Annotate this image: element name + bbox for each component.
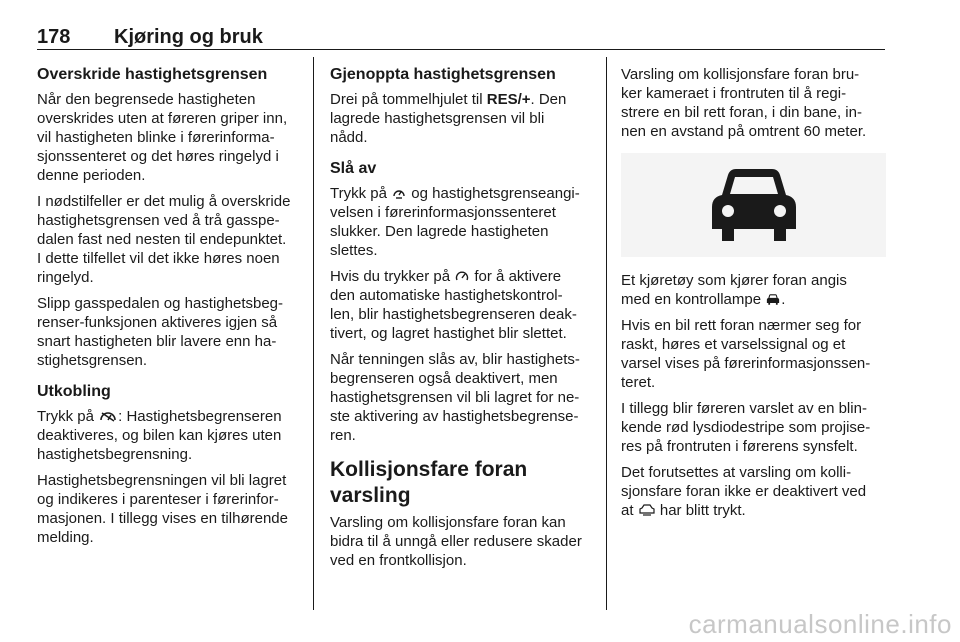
page-number: 178 (37, 26, 71, 48)
collision-alert-button-icon (639, 504, 655, 517)
header-divider (37, 49, 885, 50)
speed-limiter-icon (392, 186, 406, 200)
paragraph: Drei på tommelhjulet til RES/+. Den lagrede hastighetsgrensen vil bli nådd. (330, 91, 567, 146)
paragraph: Når tenningen slås av, blir hastighets- begrenseren også deaktivert, men hastighetsgrensen vil bli lagret for ne- ste aktivering av hastighetsbegrense- ren. (330, 351, 580, 444)
column-divider-2 (606, 57, 607, 610)
paragraph: Varsling om kollisjonsfare foran kan bidra til å unngå eller redusere skader ved en frontkollisjon. (330, 514, 582, 569)
paragraph: Hastighetsbegrensningen vil bli lagret og indikeres i parenteser i førerinfor- masjonen. I tillegg vises en tilhørende melding. (37, 472, 288, 546)
heading-utkobling: Utkobling (37, 383, 111, 400)
page-header (37, 26, 885, 48)
paragraph: Hvis du trykker på for å aktivere den automatiske hastighetskontrol- len, blir hastighetsbegrenseren deak- tivert, og lagret hastighet blir slettet. (330, 268, 577, 342)
paragraph: Et kjøretøy som kjører foran angis med en kontrollampe . (621, 272, 847, 308)
column-2 (330, 65, 595, 577)
paragraph: I tillegg blir føreren varslet av en blin- kende rød lysdiodestripe som projise- res på frontruten i førerens synsfelt. (621, 400, 871, 455)
paragraph: Hvis en bil rett foran nærmer seg for raskt, høres et varselssignal og et varsel vises på førerinformasjonssen- teret. (621, 317, 871, 391)
paragraph: Slipp gasspedalen og hastighetsbeg- renser-funksjonen aktiveres igjen så snart hastigheten blir lavere enn ha- stighetsgrensen. (37, 295, 284, 369)
paragraph: Trykk på og hastighetsgrenseangi- velsen i førerinformasjonssenteret slukker. Den lagrede hastigheten slettes. (330, 185, 580, 259)
column-divider-1 (313, 57, 314, 610)
heading-kollisjonsfare: Kollisjonsfare foran varsling (330, 458, 528, 507)
cruise-control-icon (455, 269, 469, 283)
speed-limiter-off-icon (99, 409, 117, 423)
car-front-icon (706, 167, 802, 243)
paragraph: Når den begrensede hastigheten overskrides uten at føreren griper inn, vil hastigheten blinke i førerinforma- sjonssenteret og det høres ringelyd i denne perioden. (37, 91, 288, 184)
vehicle-ahead-illustration (621, 153, 886, 257)
column-3 (621, 65, 886, 527)
column-1 (37, 65, 302, 554)
watermark: carmanualsonline.info (688, 609, 952, 639)
section-title: Kjøring og bruk (114, 26, 263, 48)
heading-overskride: Overskride hastighetsgrensen (37, 66, 268, 83)
heading-gjenoppta: Gjenoppta hastighetsgrensen (330, 66, 556, 83)
paragraph: I nødstilfeller er det mulig å overskride hastighetsgrensen ved å trå gasspe- dalen fast ned nesten til endepunktet. I dette tilfellet vil det ikke høres noen ringelyd. (37, 193, 291, 286)
paragraph: Trykk på : Hastighetsbegrenseren deaktiveres, og bilen kan kjøres uten hastighetsbegrensning. (37, 408, 282, 463)
paragraph: Det forutsettes at varsling om kolli- sjonsfare foran ikke er deaktivert ved at har blitt trykt. (621, 464, 867, 519)
vehicle-ahead-icon (766, 293, 780, 306)
heading-sla-av: Slå av (330, 160, 377, 177)
paragraph: Varsling om kollisjonsfare foran bru- ker kameraet i frontruten til å regi- strere en bil rett foran, i din bane, in- nen en avstand på omtrent 60 meter. (621, 66, 867, 140)
